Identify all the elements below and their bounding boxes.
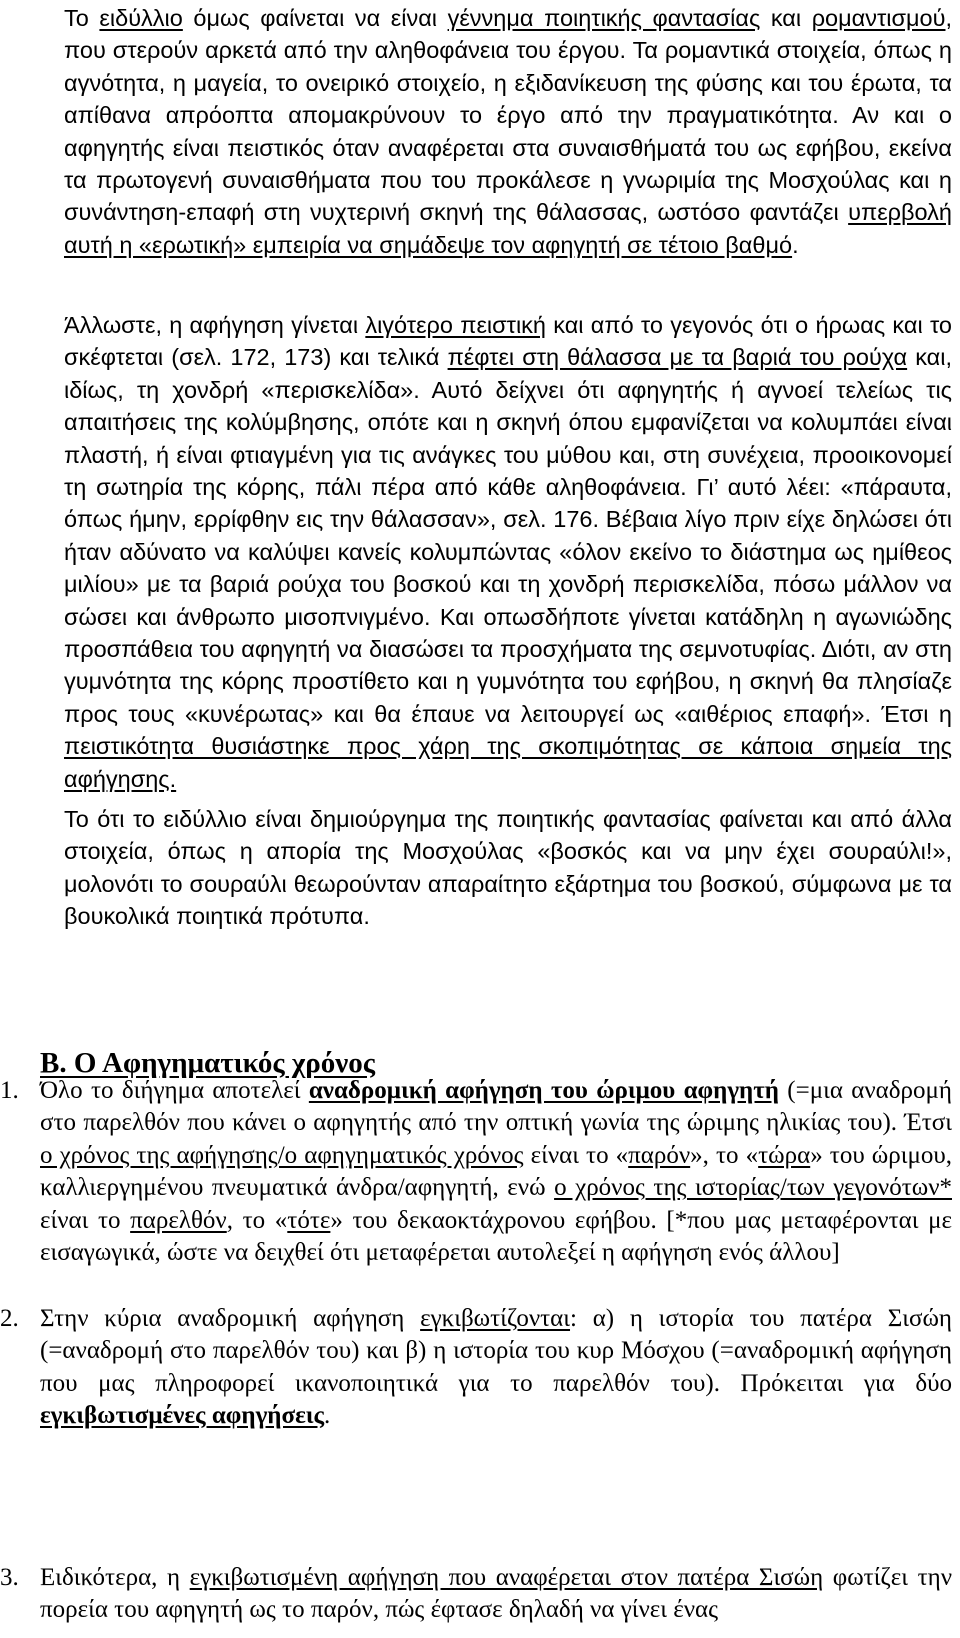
underlined-phrase: παρόν [628, 1141, 691, 1169]
text-run: » του δεκαοκτάχρονου εφήβου. [*πoυ μας μεταφέρονται με εισαγωγικά, ώστε να δειχθεί ότι μεταφέρεται αυτολεξεί η αφήγηση ενός άλλου] [40, 1206, 952, 1267]
paragraph-narration-credibility [64, 309, 952, 795]
section-heading: Β. Ο Αφηγηματικός χρόνος [40, 1047, 375, 1079]
text-run: . [324, 1402, 331, 1430]
text-run: Το [64, 5, 100, 31]
text-run: φωτίζει την πορεία του αφηγητή ως το παρόν, πώς έφτασε δηλαδή να γίνει ένας [40, 1564, 952, 1624]
paragraph-poetic-imagination [64, 803, 952, 933]
item-body [40, 1303, 952, 1433]
underlined-phrase: τώρα [758, 1141, 811, 1169]
text-run: Το ότι το ειδύλλιο είναι δημιούργημα της ποιητικής φαντασίας φαίνεται και από άλλα στοιχεία, όπως η απορία της Μοσχούλας «βοσκός και να μην έχει σουραύλι!», μολονότι το σουραύλι θεωρούνταν απαραίτητο εξάρτημα του βοσκού, σύμφωνα με τα βουκολικά ποιητικά πρότυπα. [64, 806, 952, 930]
underlined-phrase: υπερβολή αυτή η «ερωτική» εμπειρία να σημάδεψε τον αφηγητή σε τέτοιο βαθμό [64, 199, 952, 258]
underlined-phrase: πέφτει στη θάλασσα με τα βαριά του ρούχα [447, 344, 908, 371]
underlined-phrase: λιγότερο πειστική [365, 312, 546, 338]
text-run: και από το γεγονός ότι ο ήρωας και το σκέφτεται (σελ. 172, 173) και τελικά [64, 312, 952, 371]
text-run: Άλλωστε, η αφήγηση γίνεται [64, 312, 366, 338]
text-run: είναι το [40, 1206, 131, 1234]
item-number: 1. [0, 1077, 19, 1104]
text-run: . [792, 231, 799, 258]
underlined-phrase: πειστικότητα θυσιάστηκε προς χάρη της σκοπιμότητας σε κάποια σημεία της αφήγησης. [64, 733, 952, 792]
underlined-phrase: τότε [287, 1206, 331, 1234]
item-body [40, 1562, 952, 1627]
text-run: Ειδικότερα, η [40, 1564, 190, 1591]
text-run: Όλο το διήγημα αποτελεί [40, 1077, 309, 1104]
text-run: και, ιδίως, τη χονδρή «περισκελίδα». Αυτό δείχνει ότι αφηγητής ή αγνοεί τελείως τις απαιτήσεις της κολύμβησης, οπότε και η σκηνή όπου εμφανίζεται να κολυμπάει είναι πλαστή, ή είναι φτιαγμένη για τις ανάγκες του μύθου και, στη συνέχεια, προοικονομεί τη σωτηρία της κόρης, πάλι πέρα από κάθε αληθοφάνεια. Γι’ αυτό λέει: «πάραυτα, όπως ήμην, ερρίφθην εις την θάλασσαν», σελ. 176. Βέβαια λίγο πριν είχε δηλώσει ότι ήταν αδύνατο να καλύψει κανείς κολυμπώντας «όλον εκείνο το διάστημα ως ημίθεος μιλίου» με τα βαριά ρούχα του βοσκού και τη χονδρή περισκελίδα, πόσω μάλλον να σώσει και άνθρωπο μισοπνιγμένο. Και οπωσδήποτε γίνεται κατάδηλη η αγωνιώδης προσπάθεια του αφηγητή να διασώσει τα προσχήματα της σεμνοτυφίας. Διότι, αν στη γυμνότητα της κόρης προστίθετο και η γυμνότητα του εφήβου, η σκηνή θα πλησίαζε προς τους «κυνέρωτας» και θα έπαυε να λειτουργεί ως «αιθέριος επαφή». Έτσι η [64, 344, 953, 727]
text-run: », το « [690, 1141, 759, 1169]
item-number: 3. [0, 1564, 19, 1591]
item-number: 2. [0, 1305, 19, 1332]
text-run: είναι το « [523, 1141, 629, 1169]
underlined-phrase: ειδύλλιο [99, 5, 183, 31]
bold-underlined-phrase: αναδρομική αφήγηση του ώριμου αφηγητή [308, 1077, 779, 1104]
paragraph-idyll-romanticism [64, 2, 952, 261]
text-run: , που στερούν αρκετά από την αληθοφάνεια του έργου. Τα ρομαντικά στοιχεία, όπως η αγνότητα, η μαγεία, το ονειρικό στοιχείο, η εξιδανίκευση της φύσης και του έρωτα, τα απίθανα απρόοπτα απομακρύνουν το έργο από την πραγματικότητα. Αν και ο αφηγητής είναι πειστικός όταν αναφέρεται στα συναισθήματά του ως εφήβου, εκείνα τα πρωτογενή συναισθήματα που του προκάλεσε η γνωριμία της Μοσχούλας και η συνάντηση-επαφή στη νυχτερινή σκηνή της θάλασσας, ωστόσο φαντάζει [64, 5, 953, 226]
text-run: » του ώριμου, καλλιεργημένου πνευματικά άνδρα/αφηγητή, ενώ [40, 1141, 952, 1202]
item-body [40, 1075, 952, 1269]
underlined-phrase: ο χρόνος της αφήγησης/ο αφηγηματικός χρόνος [40, 1141, 524, 1169]
text-run: : α) η ιστορία του πατέρα Σισώη (=αναδρομή στο παρελθόν του) και β) η ιστορία του κυρ Μόσχου (=αναδρομική αφήγηση που μας πληροφορεί ικανοποιητικά για το παρελθόν του). Πρόκειται για δύο [40, 1305, 952, 1397]
text-run: (=μια αναδρομή στο παρελθόν που κάνει ο αφηγητής από την οπτική γωνία της ώριμης ηλικίας του). Έτσι [40, 1077, 952, 1137]
underlined-phrase: εγκιβωτίζονται [420, 1305, 571, 1332]
underlined-phrase: εγκιβωτισμένη αφήγηση που αναφέρεται στον πατέρα Σισώη [189, 1564, 824, 1591]
underlined-phrase: ρομαντισμού [811, 5, 946, 31]
bold-underlined-phrase: εγκιβωτισμένες αφηγήσεις [40, 1402, 325, 1430]
text-run: , το « [226, 1206, 288, 1234]
underlined-phrase: παρελθόν [130, 1206, 227, 1234]
underlined-phrase: ο χρόνος της ιστορίας/των γεγονότων* [554, 1174, 952, 1202]
text-run: Στην κύρια αναδρομική αφήγηση [40, 1305, 421, 1332]
text-run: όμως φαίνεται να είναι [182, 5, 448, 31]
underlined-phrase: γέννημα ποιητικής φαντασίας [447, 5, 761, 31]
text-run: και [760, 5, 812, 31]
